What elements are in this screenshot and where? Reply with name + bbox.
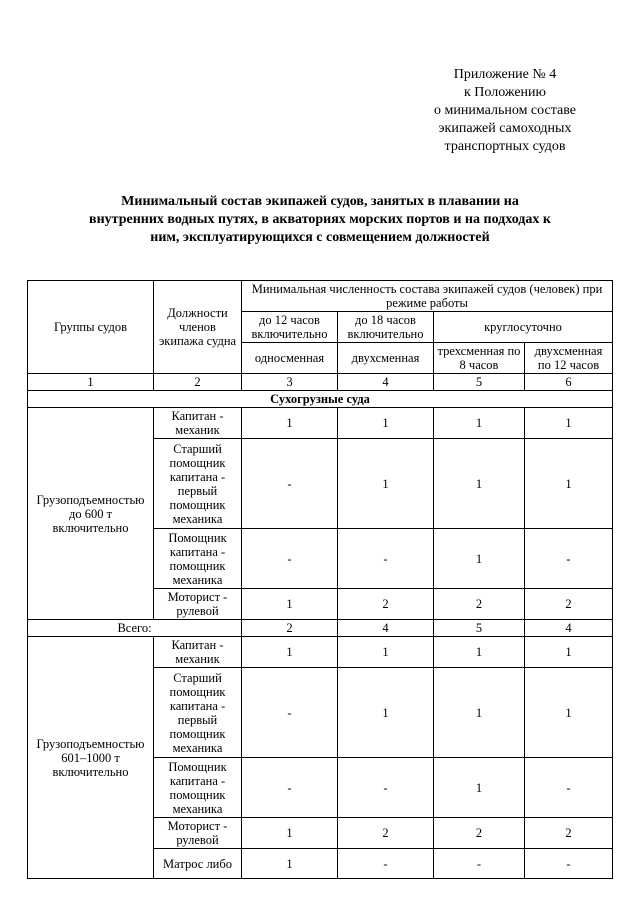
- value-cell: 2: [338, 818, 434, 849]
- total-value: 5: [434, 620, 525, 637]
- value-cell: -: [242, 668, 338, 758]
- position-cell: Старший помощник капитана - первый помощник механика: [154, 439, 242, 529]
- value-cell: 1: [242, 589, 338, 620]
- value-cell: 1: [338, 668, 434, 758]
- value-cell: 1: [338, 439, 434, 529]
- header-upto18: до 18 часов включительно: [338, 312, 434, 343]
- appendix-line: транспортных судов: [444, 139, 566, 154]
- value-cell: 1: [434, 758, 525, 818]
- position-cell: Капитан - механик: [154, 408, 242, 439]
- value-cell: -: [338, 849, 434, 879]
- column-number: 6: [525, 374, 613, 391]
- title-line: ним, эксплуатирующихся с совмещением должностей: [150, 230, 490, 245]
- appendix-line: о минимальном составе: [434, 103, 576, 118]
- value-cell: 2: [434, 818, 525, 849]
- title-line: Минимальный состав экипажей судов, занятых в плавании на: [121, 194, 519, 209]
- value-cell: 1: [434, 637, 525, 668]
- value-cell: -: [434, 849, 525, 879]
- total-label: Всего:: [28, 620, 242, 637]
- header-single-shift: односменная: [242, 343, 338, 374]
- value-cell: 1: [525, 439, 613, 529]
- position-cell: Капитан - механик: [154, 637, 242, 668]
- value-cell: 1: [338, 637, 434, 668]
- value-cell: 1: [242, 849, 338, 879]
- total-value: 4: [525, 620, 613, 637]
- crew-composition-table: [27, 280, 613, 879]
- column-number: 2: [154, 374, 242, 391]
- title-line: внутренних водных путях, в акваториях морских портов и на подходах к: [89, 212, 551, 227]
- value-cell: 1: [434, 529, 525, 589]
- position-cell: Помощник капитана - помощник механика: [154, 529, 242, 589]
- value-cell: -: [525, 758, 613, 818]
- value-cell: 1: [434, 668, 525, 758]
- position-cell: Матрос либо: [154, 849, 242, 879]
- value-cell: 1: [242, 408, 338, 439]
- column-number: 5: [434, 374, 525, 391]
- value-cell: 2: [338, 589, 434, 620]
- appendix-line: Приложение № 4: [453, 67, 557, 82]
- total-value: 4: [338, 620, 434, 637]
- total-value: 2: [242, 620, 338, 637]
- appendix-line: к Положению: [463, 85, 546, 100]
- value-cell: 1: [338, 408, 434, 439]
- header-upto12: до 12 часов включительно: [242, 312, 338, 343]
- value-cell: -: [242, 758, 338, 818]
- position-cell: Старший помощник капитана - первый помощник механика: [154, 668, 242, 758]
- value-cell: 1: [525, 668, 613, 758]
- header-positions: Должности членов экипажа судна: [154, 281, 242, 374]
- value-cell: -: [525, 849, 613, 879]
- header-groups: Группы судов: [28, 281, 154, 374]
- header-min-count: Минимальная численность состава экипажей судов (человек) при режиме работы: [242, 281, 613, 312]
- value-cell: 2: [434, 589, 525, 620]
- column-number: 4: [338, 374, 434, 391]
- position-cell: Помощник капитана - помощник механика: [154, 758, 242, 818]
- group-label: Грузоподъемностью 601–1000 т включительно: [28, 637, 154, 879]
- column-number: 1: [28, 374, 154, 391]
- value-cell: 1: [242, 637, 338, 668]
- header-three-shift: трехсменная по 8 часов: [434, 343, 525, 374]
- value-cell: -: [242, 439, 338, 529]
- document-title: [70, 193, 570, 247]
- group-label: Грузоподъемностью до 600 т включительно: [28, 408, 154, 620]
- header-round-clock: круглосуточно: [434, 312, 613, 343]
- section-title: Сухогрузные суда: [28, 391, 613, 408]
- value-cell: 1: [525, 408, 613, 439]
- value-cell: 2: [525, 589, 613, 620]
- header-double-shift: двухсменная: [338, 343, 434, 374]
- value-cell: 2: [525, 818, 613, 849]
- appendix-header: [405, 66, 605, 156]
- appendix-line: экипажей самоходных: [438, 121, 572, 136]
- value-cell: -: [242, 529, 338, 589]
- value-cell: 1: [434, 439, 525, 529]
- value-cell: 1: [525, 637, 613, 668]
- position-cell: Моторист - рулевой: [154, 818, 242, 849]
- value-cell: 1: [434, 408, 525, 439]
- value-cell: -: [338, 758, 434, 818]
- value-cell: -: [525, 529, 613, 589]
- column-number: 3: [242, 374, 338, 391]
- header-two-shift-12h: двухсменная по 12 часов: [525, 343, 613, 374]
- value-cell: -: [338, 529, 434, 589]
- position-cell: Моторист - рулевой: [154, 589, 242, 620]
- value-cell: 1: [242, 818, 338, 849]
